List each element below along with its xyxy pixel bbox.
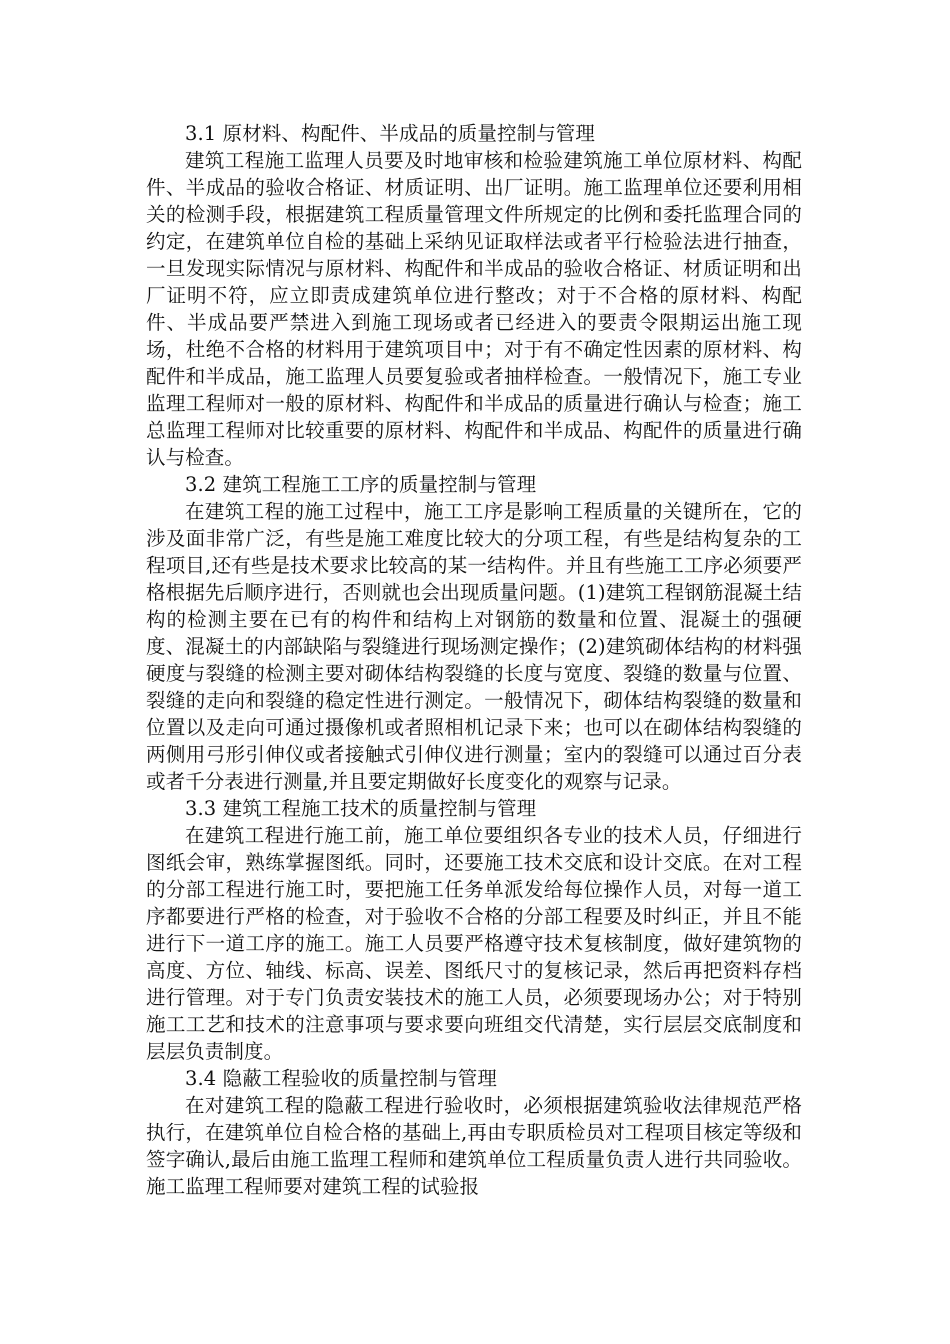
- section-paragraph-3-3: 在建筑工程进行施工前，施工单位要组织各专业的技术人员，仔细进行图纸会审，熟练掌握图纸。同时，还要施工技术交底和设计交底。在对工程的分部工程进行施工时，要把施工任务单派发给每位操作人员，对每一道工序都要进行严格的检查，对于验收不合格的分部工程要及时纠正，并且不能进行下一道工序的施工。施工人员要严格遵守技术复核制度，做好建筑物的高度、方位、轴线、标高、误差、图纸尺寸的复核记录，然后再把资料存档进行管理。对于专门负责安装技术的施工人员，必须要现场办公；对于特别施工工艺和技术的注意事项与要求要向班组交代清楚，实行层层交底制度和层层负责制度。: [146, 824, 802, 1063]
- section-heading-3-2: 3.2 建筑工程施工工序的质量控制与管理: [185, 473, 537, 496]
- section-heading-3-4: 3.4 隐蔽工程验收的质量控制与管理: [185, 1067, 498, 1090]
- section-heading-3-3: 3.3 建筑工程施工技术的质量控制与管理: [185, 797, 537, 820]
- section-paragraph-3-2: 在建筑工程的施工过程中，施工工序是影响工程质量的关键所在，它的涉及面非常广泛，有些是施工难度比较大的分项工程，有些是结构复杂的工程项目,还有些是技术要求比较高的某一结构件。并且有些施工工序必须要严格根据先后顺序进行，否则就也会出现质量问题。(1)建筑工程钢筋混凝土结构的检测主要在已有的构件和结构上对钢筋的数量和位置、混凝土的强硬度、混凝土的内部缺陷与裂缝进行现场测定操作；(2)建筑砌体结构的材料强硬度与裂缝的检测主要对砌体结构裂缝的长度与宽度、裂缝的数量与位置、裂缝的走向和裂缝的稳定性进行测定。一般情况下，砌体结构裂缝的数量和位置以及走向可通过摄像机或者照相机记录下来；也可以在砌体结构裂缝的两侧用弓形引伸仪或者接触式引伸仪进行测量；室内的裂缝可以通过百分表或者千分表进行测量,并且要定期做好长度变化的观察与记录。: [146, 500, 802, 793]
- section-paragraph-3-1: 建筑工程施工监理人员要及时地审核和检验建筑施工单位原材料、构配件、半成品的验收合格证、材质证明、出厂证明。施工监理单位还要利用相关的检测手段，根据建筑工程质量管理文件所规定的比例和委托监理合同的约定，在建筑单位自检的基础上采纳见证取样法或者平行检验法进行抽查，一旦发现实际情况与原材料、构配件和半成品的验收合格证、材质证明和出厂证明不符，应立即责成建筑单位进行整改；对于不合格的原材料、构配件、半成品要严禁进入到施工现场或者已经进入的要责令限期运出施工现场，杜绝不合格的材料用于建筑项目中；对于有不确定性因素的原材料、构配件和半成品，施工监理人员要复验或者抽样检查。一般情况下，施工专业监理工程师对一般的原材料、构配件和半成品的质量进行确认与检查；施工总监理工程师对比较重要的原材料、构配件和半成品、构配件的质量进行确认与检查。: [146, 149, 802, 469]
- section-paragraph-3-4: 在对建筑工程的隐蔽工程进行验收时，必须根据建筑验收法律规范严格执行，在建筑单位自检合格的基础上,再由专职质检员对工程项目核定等级和签字确认,最后由施工监理工程师和建筑单位工程质量负责人进行共同验收。施工监理工程师要对建筑工程的试验报: [146, 1094, 802, 1198]
- document-body: [146, 120, 802, 1200]
- section-heading-3-1: 3.1 原材料、构配件、半成品的质量控制与管理: [185, 122, 596, 145]
